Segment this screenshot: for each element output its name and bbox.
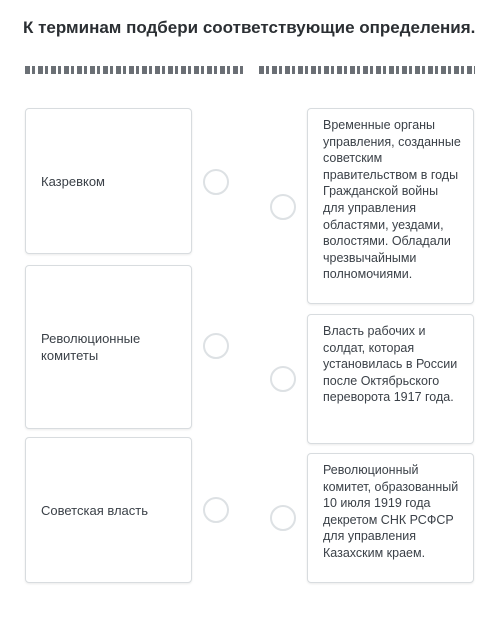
definition-card-2[interactable] [307,314,474,444]
definition-match-circle-2[interactable] [270,366,296,392]
term-card-1[interactable] [25,108,192,254]
definition-match-circle-3[interactable] [270,505,296,531]
page-title: К терминам подбери соответствующие определения. [23,18,476,37]
definition-text: Революционный комитет, образованный 10 июля 1919 года декретом СНК РСФСР для управления Казахским краем. [323,463,459,560]
term-match-circle-2[interactable] [203,333,229,359]
term-match-circle-1[interactable] [203,169,229,195]
term-card-3[interactable] [25,437,192,583]
definition-text: Временные органы управления, созданные советским правительством в годы Гражданской войны для управления областями, уездами, волостями. Обладали чрезвычайными полномочиями. [323,118,461,282]
term-label: Советская власть [41,502,148,518]
obscured-instruction-line [25,66,475,74]
term-match-circle-3[interactable] [203,497,229,523]
definition-text: Власть рабочих и солдат, которая установилась в России после Октябрьского переворота 1917 года. [323,324,458,405]
definition-card-3[interactable] [307,453,474,583]
definition-card-1[interactable] [307,108,474,304]
term-label: Революционные комитеты [41,331,141,363]
term-card-2[interactable] [25,265,192,429]
definition-match-circle-1[interactable] [270,194,296,220]
term-label: Казревком [41,173,105,189]
